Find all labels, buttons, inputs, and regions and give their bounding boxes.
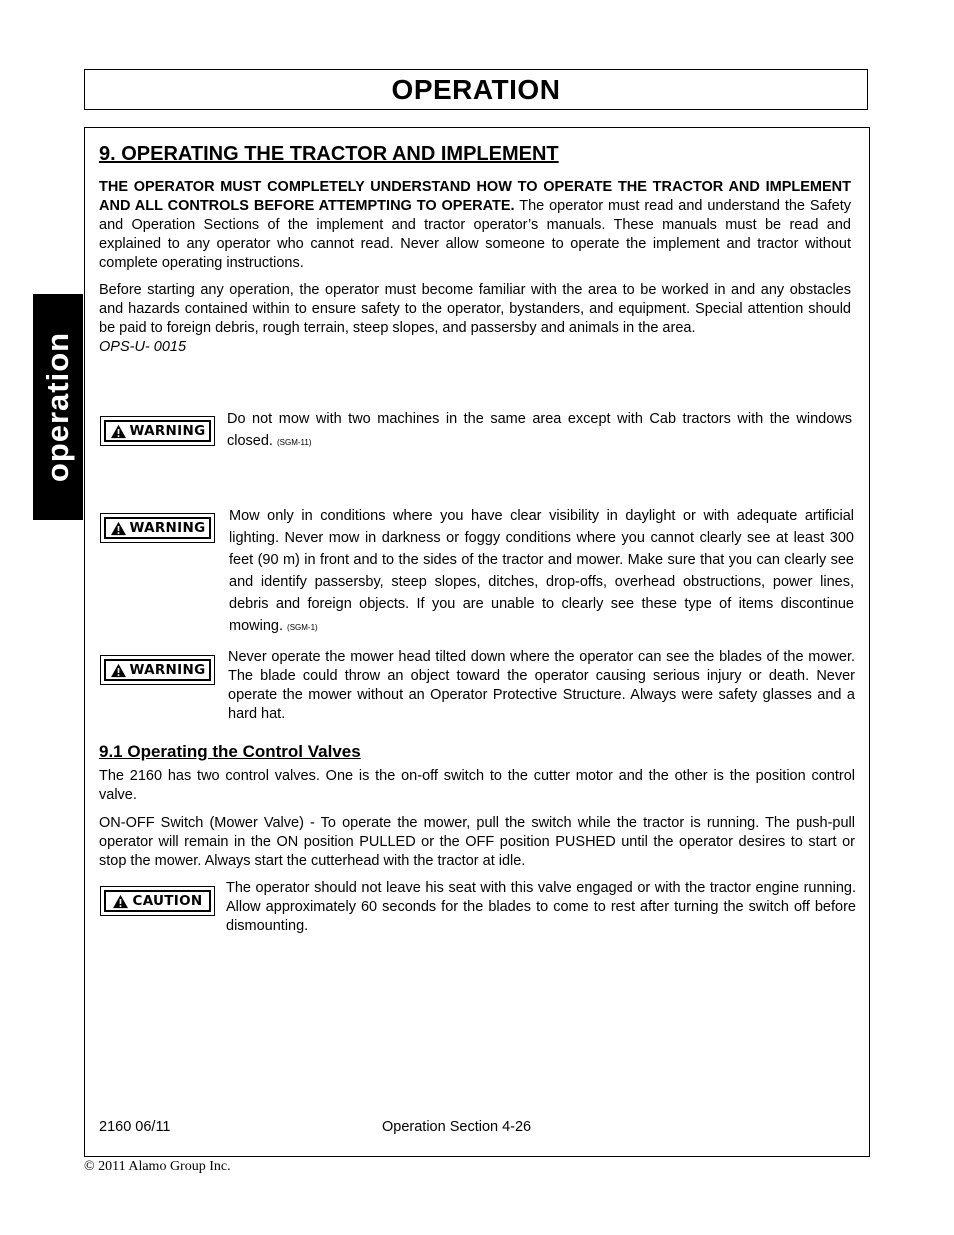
warning-text-3-body: Never operate the mower head tilted down where the operator can see the blades of the mower. The blade could throw an object toward the operator causing serious injury or death. Never operate the mower without an Operator Protective Structure. Always were safety glasses and a hard hat. — [228, 649, 855, 722]
caution-triangle-icon — [112, 894, 129, 909]
onoff-switch-paragraph: ON-OFF Switch (Mower Valve) - To operate the mower, pull the switch while the tractor is running. The push-pull operator will remain in the ON position PULLED or the OFF position PUSHED until the operator desires to start or stop the mower. Always start the cutterhead with the tractor at idle. — [99, 815, 855, 869]
warning-text-3 — [228, 648, 855, 724]
caution-label: CAUTION — [132, 893, 203, 909]
warning-triangle-icon — [110, 424, 127, 439]
warning-triangle-icon — [110, 663, 127, 678]
section-title: 9. OPERATING THE TRACTOR AND IMPLEMENT — [99, 143, 559, 165]
warning-badge — [100, 416, 215, 446]
warning-badge — [100, 513, 215, 543]
footer-page-number: Operation Section 4-26 — [382, 1119, 532, 1135]
intro-paragraph — [99, 178, 851, 273]
side-tab-label: operation — [40, 331, 75, 483]
copyright: © 2011 Alamo Group Inc. — [84, 1159, 231, 1174]
warning-badge — [100, 655, 215, 685]
intro-rest-text: The operator must read and understand the Safety and Operation Sections of the implement and tractor operator’s manuals. These manuals must be read and explained to any operator who cannot read. Never allow someone to operate the implement and tractor without complete operating instructions. — [99, 198, 851, 271]
familiarity-text: Before starting any operation, the operator must become familiar with the area to be worked in and any obstacles and hazards contained within to ensure safety to the operator, bystanders, and equipment. Special attention should be paid to foreign debris, rough terrain, steep slopes, and passersby and animals in the area. — [99, 282, 851, 336]
caution-text: The operator should not leave his seat with this valve engaged or with the tractor engine running. Allow approximately 60 seconds for the blades to come to rest after turning the switch off before dismounting. — [226, 880, 856, 934]
warning-text-2-ref: (SGM-1) — [287, 623, 318, 632]
warning-text-1-body: Do not mow with two machines in the same area except with Cab tractors with the windows closed. — [227, 411, 852, 449]
page-title: OPERATION — [391, 73, 561, 105]
side-tab — [33, 294, 83, 520]
warning-text-1 — [227, 408, 852, 454]
familiarity-ref: OPS-U- 0015 — [99, 339, 187, 355]
footer-model-date: 2160 06/11 — [99, 1119, 171, 1135]
caution-badge — [100, 886, 215, 916]
warning-text-2-body: Mow only in conditions where you have clear visibility in daylight or with adequate artificial lighting. Never mow in darkness or foggy conditions where you cannot clearly see at least 300 feet (90 m) in front and to the sides of the tractor and mower. Make sure that you can clearly see and identify passersby, steep slopes, ditches, drop-offs, overhead obstructions, power lines, debris and foreign objects. If you are unable to clearly see these type of items discontinue mowing. — [229, 508, 854, 634]
subsection-title: 9.1 Operating the Control Valves — [99, 742, 361, 761]
warning-label: WARNING — [129, 423, 206, 439]
intro-caps-text: THE OPERATOR MUST COMPLETELY UNDERSTAND HOW TO OPERATE THE TRACTOR AND IMPLEMENT AND ALL CONTROLS BEFORE ATTEMPTING TO OPERATE. — [99, 179, 851, 214]
page-header — [84, 69, 868, 110]
familiarity-paragraph — [99, 281, 851, 357]
valves-paragraph: The 2160 has two control valves. One is the on-off switch to the cutter motor and the other is the position control valve. — [99, 768, 855, 803]
warning-label: WARNING — [129, 520, 206, 536]
warning-triangle-icon — [110, 521, 127, 536]
warning-text-1-ref: (SGM-11) — [276, 438, 312, 447]
warning-text-2 — [229, 505, 854, 639]
warning-label: WARNING — [129, 662, 206, 678]
